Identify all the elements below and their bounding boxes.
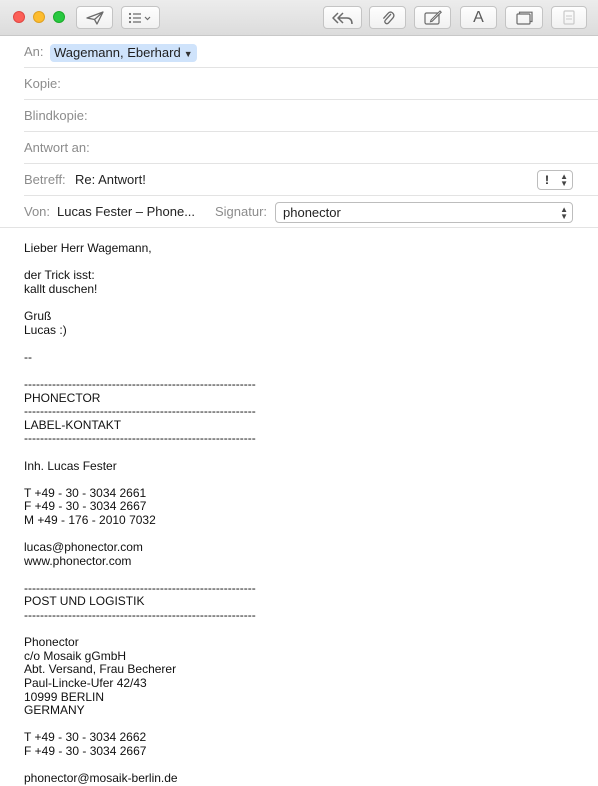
body-line: 10999 BERLIN [24, 689, 105, 704]
body-line: der Trick isst: [24, 268, 95, 283]
body-line: F +49 - 30 - 3034 2667 [24, 499, 147, 514]
divider-line: ---------------------------------------------------------- [24, 608, 256, 623]
body-line: Phonector [24, 635, 79, 650]
signature-select[interactable] [275, 202, 573, 223]
send-icon [86, 11, 104, 25]
divider-line: ---------------------------------------------------------- [24, 404, 256, 419]
markup-icon [424, 10, 442, 25]
body-line: POST UND LOGISTIK [24, 594, 145, 609]
message-body[interactable] [24, 242, 584, 786]
fonts-button[interactable] [460, 6, 497, 29]
subject-label: Betreff: [24, 172, 66, 187]
paperclip-icon [381, 10, 395, 26]
chevron-down-icon: ▼ [183, 49, 193, 59]
reply-to-row[interactable] [0, 132, 598, 164]
reply-all-button[interactable] [323, 6, 362, 29]
photo-browser-button[interactable] [551, 6, 587, 29]
window-button[interactable] [505, 6, 543, 29]
body-line: Gruß [24, 308, 52, 323]
body-line: Abt. Versand, Frau Becherer [24, 662, 177, 677]
close-window-button[interactable] [13, 11, 25, 23]
send-button[interactable] [76, 6, 113, 29]
bcc-row[interactable] [0, 100, 598, 132]
to-row [0, 36, 598, 68]
window-icon [516, 11, 533, 25]
reply-to-label: Antwort an: [24, 140, 90, 155]
updown-arrows-icon: ▲ ▼ [560, 205, 568, 221]
body-line: Lucas :) [24, 322, 67, 337]
updown-arrows-icon: ▲ ▼ [560, 172, 568, 188]
body-line: T +49 - 30 - 3034 2662 [24, 730, 147, 745]
reply-all-icon [332, 11, 354, 25]
body-line: Lieber Herr Wagemann, [24, 241, 152, 255]
subject-row [0, 164, 598, 196]
web-link[interactable]: www.phonector.com [24, 553, 132, 568]
body-line: F +49 - 30 - 3034 2667 [24, 743, 147, 758]
cc-label: Kopie: [24, 76, 61, 91]
divider-line: ---------------------------------------------------------- [24, 376, 256, 391]
list-icon [128, 12, 154, 24]
markup-button[interactable] [414, 6, 451, 29]
format-list-button[interactable] [121, 6, 160, 29]
recipient-name: Wagemann, Eberhard [54, 45, 181, 60]
priority-value: ! [545, 173, 549, 187]
body-line: PHONECTOR [24, 390, 101, 405]
minimize-window-button[interactable] [33, 11, 45, 23]
from-select[interactable]: Lucas Fester – Phone... [57, 204, 196, 219]
priority-select[interactable] [537, 170, 573, 190]
body-line: M +49 - 176 - 2010 7032 [24, 512, 156, 527]
divider-line: ---------------------------------------------------------- [24, 431, 256, 446]
photo-browser-icon [563, 10, 575, 25]
body-line: Paul-Lincke-Ufer 42/43 [24, 676, 147, 690]
signature-label: Signatur: [215, 204, 268, 219]
body-line: Inh. Lucas Fester [24, 458, 117, 473]
cc-row[interactable] [0, 68, 598, 100]
toolbar [0, 0, 598, 36]
zoom-window-button[interactable] [53, 11, 65, 23]
email-link[interactable]: lucas@phonector.com [24, 540, 143, 555]
body-line: kallt duschen! [24, 281, 98, 296]
divider-line: ---------------------------------------------------------- [24, 580, 256, 595]
bcc-label: Blindkopie: [24, 108, 88, 123]
attach-button[interactable] [369, 6, 406, 29]
body-line: c/o Mosaik gGmbH [24, 648, 127, 663]
body-line: T +49 - 30 - 3034 2661 [24, 485, 147, 500]
from-label: Von: [24, 204, 51, 219]
email-link[interactable]: phonector@mosaik-berlin.de [24, 771, 178, 786]
to-label: An: [24, 44, 44, 59]
subject-field[interactable]: Re: Antwort! [75, 172, 146, 187]
signature-separator: -- [24, 349, 32, 364]
body-line: LABEL-KONTAKT [24, 417, 122, 432]
signature-value: phonector [283, 205, 341, 220]
font-icon: A [473, 8, 484, 26]
from-row [0, 196, 598, 228]
body-line: GERMANY [24, 703, 85, 718]
recipient-token[interactable] [50, 44, 197, 62]
